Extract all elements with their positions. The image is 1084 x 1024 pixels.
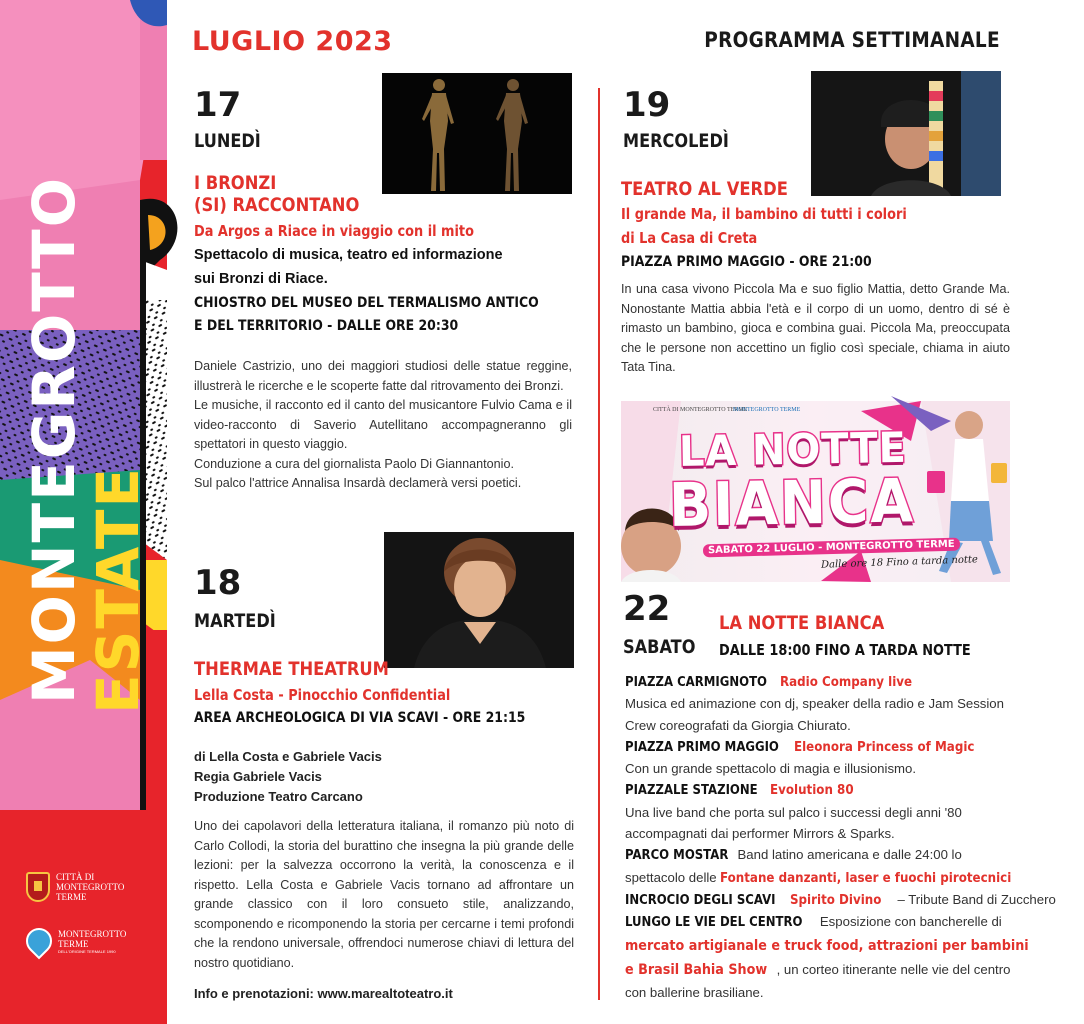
venue-vie-del-centro: LUNGO LE VIE DEL CENTRO xyxy=(625,915,803,931)
event-description-pinocchio xyxy=(194,817,574,973)
act-mercato-artigianale: mercato artigianale e truck food, attrazioni per bambini xyxy=(625,937,1029,954)
program-line xyxy=(625,889,1056,911)
credit-line: Regia Gabriele Vacis xyxy=(194,769,322,784)
program-line xyxy=(625,736,1013,758)
act-brasil-bahia: e Brasil Bahia Show xyxy=(625,961,768,978)
program-line xyxy=(625,844,1013,866)
event-title-thermae: THERMAE THEATRUM xyxy=(194,658,389,680)
city-logo-line1: CITTÀ DI xyxy=(56,872,95,882)
event-title-teatro-al-verde: TEATRO AL VERDE xyxy=(621,178,788,200)
header-month: LUGLIO 2023 xyxy=(192,26,393,57)
act-radio-company: Radio Company live xyxy=(780,674,913,690)
event-title-notte-bianca: LA NOTTE BIANCA xyxy=(719,612,885,634)
event-subtitle-grande-ma-line2: di La Casa di Creta xyxy=(621,229,758,247)
program-line xyxy=(625,671,1013,693)
city-crest-icon xyxy=(26,872,50,902)
description-paragraph: Uno dei capolavori della letteratura italiana, il romanzo più noto di Carlo Collodi, la storia del burattino che insegna la più grande delle lezioni: per la salvezza occorrono la verità, la conoscenza e il rispetto. Lella Costa e Gabriele Vacis tornano ad affrontare un grande classico con il loro consueto stile, analizzando, scomponendo e ricomponendo la storia per cercarne i temi profondi che la rendono universale, offrendoci numerose chiavi di lettura del nostro quotidiano. xyxy=(194,819,574,970)
teatro-al-verde-photo xyxy=(811,71,1001,196)
brand-title-estate: ESTATE xyxy=(84,465,152,715)
venue-incrocio-scavi: INCROCIO DEGLI SCAVI xyxy=(625,892,776,908)
description-paragraph: Daniele Castrizio, uno dei maggiori studiosi delle statue reggine, illustrerà le ricerche e le scoperte fatte dal ritrovamento dei Bronzi. xyxy=(194,359,572,393)
program-desc: – Tribute Band di Zucchero xyxy=(897,891,1056,907)
terme-logo xyxy=(26,928,126,954)
event-intro-line1: Spettacolo di musica, teatro ed informazione xyxy=(194,247,503,263)
day-number-18: 18 xyxy=(194,563,242,603)
brand-title-montegrotto: MONTEGROTTO xyxy=(20,175,88,705)
weekday-22: SABATO xyxy=(623,636,696,658)
poster-date-banner: SABATO 22 LUGLIO - MONTEGROTTO TERME xyxy=(703,538,960,558)
act-evolution-80: Evolution 80 xyxy=(770,782,854,799)
info-booking-link[interactable]: Info e prenotazioni: www.marealtoteatro.it xyxy=(194,986,453,1001)
program-desc: Band latino americana e dalle 24:00 lo xyxy=(737,847,962,863)
poster-title-line2: BIANCA xyxy=(668,466,916,541)
weekday-18: MARTEDÌ xyxy=(194,610,276,632)
event-location-bronzi-line2: E DEL TERRITORIO - DALLE ORE 20:30 xyxy=(194,318,459,334)
description-paragraph: Le musiche, il racconto ed il canto del musicantore Fulvio Cama e il video-racconto di Saverio Autellitano accompagneranno gli spettatori in questo viaggio. xyxy=(194,398,572,451)
program-desc: , un corteo itinerante nelle vie del centro xyxy=(776,961,1011,977)
description-paragraph: Sul palco l'attrice Annalisa Insardà declamerà versi poetici. xyxy=(194,476,522,490)
montegrotto-estate-banner xyxy=(0,0,167,1024)
venue-piazza-carmignoto: PIAZZA CARMIGNOTO xyxy=(625,675,768,690)
day-number-17: 17 xyxy=(194,85,242,125)
event-description-grande-ma xyxy=(621,280,1010,378)
day-number-22: 22 xyxy=(623,589,671,629)
event-intro-line2: sui Bronzi di Riace. xyxy=(194,271,328,287)
event-location-bronzi-line1: CHIOSTRO DEL MUSEO DEL TERMALISMO ANTICO xyxy=(194,295,539,311)
notte-bianca-poster xyxy=(621,401,1010,582)
event-location-thermae: AREA ARCHEOLOGICA DI VIA SCAVI - ORE 21:15 xyxy=(194,710,526,726)
act-eleonora: Eleonora Princess of Magic xyxy=(793,738,975,755)
venue-piazza-primo-maggio: PIAZZA PRIMO MAGGIO xyxy=(625,739,779,755)
notte-bianca-program xyxy=(625,671,1056,1003)
city-logo-line3: TERME xyxy=(56,892,87,902)
water-drop-icon xyxy=(21,923,58,960)
program-line xyxy=(625,779,1013,801)
event-credits-pinocchio xyxy=(194,747,382,807)
event-time-notte-bianca: DALLE 18:00 FINO A TARDA NOTTE xyxy=(719,641,971,659)
description-paragraph: In una casa vivono Piccola Ma e suo figlio Mattia, detto Grande Ma. Nonostante Mattia abbia l'età e il corpo di un uomo, dentro di sé è rimasto un bambino, gioca e combina guai. Piccola Ma, preoccupata che le persone non accettino un figlio così speciale, chiama in aiuto Tata Tina. xyxy=(621,282,1010,374)
program-line xyxy=(625,911,1013,933)
event-subtitle-pinocchio: Lella Costa - Pinocchio Confidential xyxy=(194,686,451,704)
poster-title-line1: LA NOTTE xyxy=(678,422,908,476)
venue-piazzale-stazione: PIAZZALE STAZIONE xyxy=(625,783,758,799)
weekday-19: MERCOLEDÌ xyxy=(623,130,729,152)
weekday-17: LUNEDÌ xyxy=(194,130,261,152)
act-spirito-divino: Spirito Divino xyxy=(789,891,882,908)
city-logo xyxy=(26,872,124,902)
event-title-bronzi-line1: I BRONZI xyxy=(194,172,277,194)
program-desc: Una live band che porta sul palco i successi degli anni '80 xyxy=(625,804,962,820)
program-desc: Esposizione con bancherelle di xyxy=(819,914,1002,930)
venue-parco-mostar: PARCO MOSTAR xyxy=(625,848,729,864)
lella-costa-photo xyxy=(384,532,574,668)
event-description-bronzi xyxy=(194,357,572,494)
credit-line: Produzione Teatro Carcano xyxy=(194,789,363,804)
event-title-bronzi-line2: (SI) RACCONTANO xyxy=(194,194,360,216)
terme-logo-line2: TERME xyxy=(58,938,89,949)
poster-terme-logo: MONTEGROTTO TERME xyxy=(733,407,801,413)
program-desc: Con un grande spettacolo di magia e illusionismo. xyxy=(625,761,917,777)
event-subtitle-bronzi: Da Argos a Riace in viaggio con il mito xyxy=(194,222,474,240)
poster-city-logo: CITTÀ DI MONTEGROTTO TERME xyxy=(653,407,748,413)
city-logo-line2: MONTEGROTTO xyxy=(56,882,125,892)
program-desc: Crew coreografati da Giorgia Chiurato. xyxy=(625,717,851,733)
program-line xyxy=(625,934,1029,958)
poster-time-script: Dalle ore 18 Fino a tarda notte xyxy=(820,554,979,571)
act-fontane-danzanti: Fontane danzanti, laser e fuochi pirotecnici xyxy=(720,869,1012,886)
description-paragraph: Conduzione a cura del giornalista Paolo Di Giannantonio. xyxy=(194,456,514,471)
terme-logo-line1: MONTEGROTTO xyxy=(58,928,127,939)
program-line xyxy=(625,958,1013,982)
bronzi-photo xyxy=(382,73,572,194)
program-line xyxy=(625,867,1013,889)
column-divider xyxy=(598,88,600,1000)
header-program-title: PROGRAMMA SETTIMANALE xyxy=(704,28,1000,52)
terme-logo-sub: DELL'ORIGINE TERMALE 1990 xyxy=(58,948,116,954)
program-desc: Musica ed animazione con dj, speaker della radio e Jam Session xyxy=(625,696,1004,712)
day-number-19: 19 xyxy=(623,85,671,125)
event-location-teatro-al-verde: PIAZZA PRIMO MAGGIO - ORE 21:00 xyxy=(621,254,872,270)
credit-line: di Lella Costa e Gabriele Vacis xyxy=(194,749,382,764)
program-desc: accompagnati dai performer Mirrors & Sparks. xyxy=(625,826,895,842)
program-desc: spettacolo delle xyxy=(625,869,717,885)
event-subtitle-grande-ma-line1: Il grande Ma, il bambino di tutti i colori xyxy=(621,205,907,223)
program-desc: con ballerine brasiliane. xyxy=(625,984,764,1000)
